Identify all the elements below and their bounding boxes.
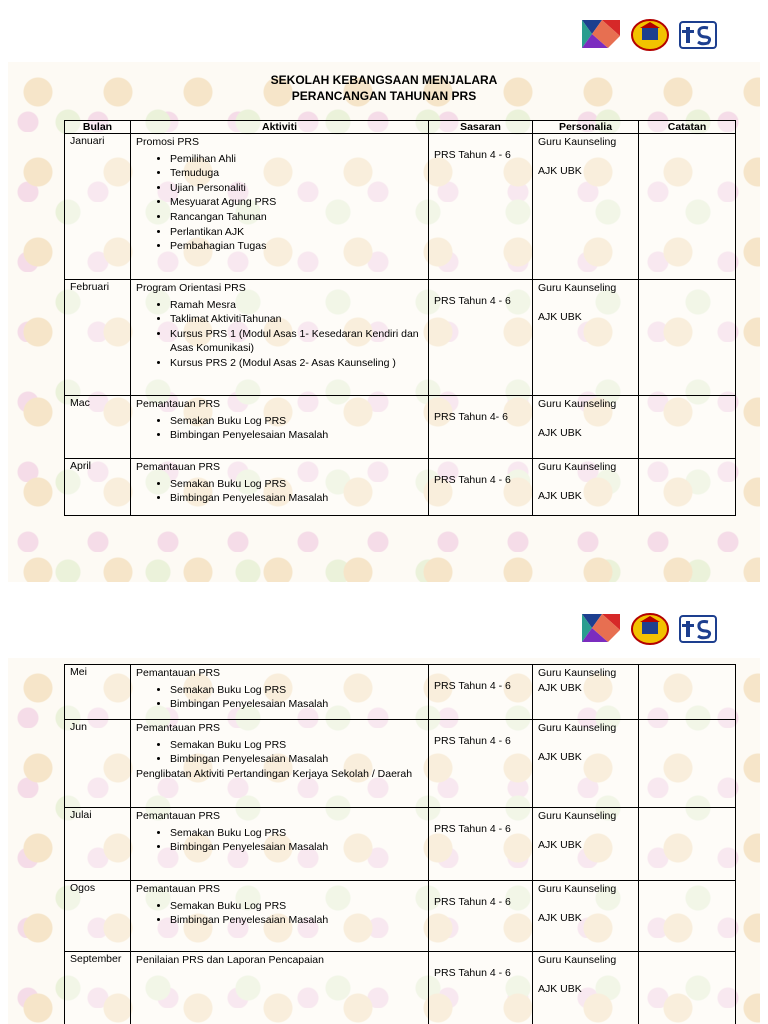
personalia-ajk: AJK UBK [538,681,582,694]
cell-bulan: Jun [65,720,131,808]
activity-title: Pemantauan PRS [136,398,221,410]
list-item: • Kursus PRS 1 (Modul Asas 1- Kesedaran Kendiri dan Asas Komunikasi) [170,327,423,356]
header-aktiviti: Aktiviti [131,121,429,134]
personalia-guru: Guru Kaunseling [538,883,617,895]
cell-personalia [533,665,639,720]
list-item: • Taklimat AktivitiTahunan [170,312,423,327]
activity-extra-note: Penglibatan Aktiviti Pertandingan Kerjaya Sekolah / Daerah [136,767,413,780]
activity-title: Program Orientasi PRS [136,282,246,294]
personalia-ajk: AJK UBK [538,750,582,763]
personalia-guru: Guru Kaunseling [538,282,617,294]
list-item: • Ramah Mesra [170,298,423,313]
activity-list [136,477,423,506]
table-row [65,280,736,396]
cell-personalia [533,396,639,459]
list-item: • Rancangan Tahunan [170,210,423,225]
cell-sasaran: PRS Tahun 4 - 6 [429,952,533,1024]
activity-title: Pemantauan PRS [136,722,221,734]
table-row [65,396,736,459]
activity-list [136,683,423,712]
list-item: • Pemilihan Ahli [170,152,423,167]
list-item: • Semakan Buku Log PRS [170,477,423,492]
cell-catatan [639,808,736,881]
school-crest-icon [630,612,670,646]
document-page-2 [0,600,768,1024]
cell-catatan [639,396,736,459]
list-item: • Semakan Buku Log PRS [170,414,423,429]
list-item: • Semakan Buku Log PRS [170,826,423,841]
cell-personalia [533,720,639,808]
cell-sasaran: PRS Tahun 4 - 6 [429,720,533,808]
cell-aktiviti [131,134,429,280]
ts-logo-icon [678,18,718,52]
activity-title: Pemantauan PRS [136,810,221,822]
cell-catatan [639,134,736,280]
cell-sasaran: PRS Tahun 4 - 6 [429,881,533,952]
activity-title: Promosi PRS [136,136,200,148]
activity-list [136,899,423,928]
list-item: • Perlantikan AJK [170,225,423,240]
activity-list [136,298,423,371]
personalia-guru: Guru Kaunseling [538,722,617,734]
list-item: • Bimbingan Penyelesaian Masalah [170,428,423,443]
cell-catatan [639,881,736,952]
list-item: • Pembahagian Tugas [170,239,423,254]
personalia-ajk: AJK UBK [538,489,582,502]
list-item: • Semakan Buku Log PRS [170,738,423,753]
cell-catatan [639,280,736,396]
table-row [65,665,736,720]
list-item: • Semakan Buku Log PRS [170,683,423,698]
cell-personalia [533,952,639,1024]
header-bulan: Bulan [65,121,131,134]
table-row [65,808,736,881]
activity-title: Pemantauan PRS [136,883,221,895]
cell-sasaran: PRS Tahun 4 - 6 [429,808,533,881]
cell-personalia [533,280,639,396]
cell-sasaran: PRS Tahun 4 - 6 [429,134,533,280]
personalia-ajk: AJK UBK [538,310,582,323]
tangram-logo-icon [582,18,622,52]
cell-aktiviti [131,396,429,459]
annual-plan-table-continued [64,664,736,1024]
list-item: • Bimbingan Penyelesaian Masalah [170,840,423,855]
cell-aktiviti [131,808,429,881]
cell-bulan: Januari [65,134,131,280]
activity-list [136,738,423,767]
personalia-guru: Guru Kaunseling [538,954,617,966]
tangram-logo-icon [582,612,622,646]
table-header-row [65,121,736,134]
cell-bulan: September [65,952,131,1024]
personalia-ajk: AJK UBK [538,982,582,995]
list-item: • Temuduga [170,166,423,181]
table-row [65,134,736,280]
cell-catatan [639,665,736,720]
cell-catatan [639,720,736,808]
list-item: • Bimbingan Penyelesaian Masalah [170,491,423,506]
table-row [65,459,736,516]
table-row [65,881,736,952]
personalia-guru: Guru Kaunseling [538,810,617,822]
activity-list [136,414,423,443]
cell-personalia [533,881,639,952]
cell-personalia [533,134,639,280]
ts-logo-icon [678,612,718,646]
header-catatan: Catatan [639,121,736,134]
list-item: • Bimbingan Penyelesaian Masalah [170,913,423,928]
cell-aktiviti [131,881,429,952]
cell-sasaran: PRS Tahun 4 - 6 [429,665,533,720]
list-item: • Ujian Personaliti [170,181,423,196]
activity-title: Pemantauan PRS [136,461,221,473]
activity-title: Pemantauan PRS [136,667,221,679]
cell-aktiviti [131,280,429,396]
table-row [65,720,736,808]
cell-bulan: Mei [65,665,131,720]
cell-catatan [639,459,736,516]
cell-aktiviti [131,459,429,516]
personalia-guru: Guru Kaunseling [538,667,617,679]
annual-plan-table [64,120,736,516]
cell-sasaran: PRS Tahun 4 - 6 [429,280,533,396]
header-sasaran: Sasaran [429,121,533,134]
personalia-ajk: AJK UBK [538,838,582,851]
cell-aktiviti [131,952,429,1024]
list-item: • Bimbingan Penyelesaian Masalah [170,697,423,712]
cell-aktiviti [131,720,429,808]
plan-title: PERANCANGAN TAHUNAN PRS [291,89,477,103]
document-title [0,72,768,104]
personalia-ajk: AJK UBK [538,164,582,177]
list-item: • Bimbingan Penyelesaian Masalah [170,752,423,767]
cell-bulan: Februari [65,280,131,396]
school-crest-icon [630,18,670,52]
cell-personalia [533,808,639,881]
table-row [65,952,736,1024]
logo-group [582,18,718,52]
cell-aktiviti [131,665,429,720]
list-item: • Semakan Buku Log PRS [170,899,423,914]
cell-bulan: Ogos [65,881,131,952]
list-item: • Kursus PRS 2 (Modul Asas 2- Asas Kaunseling ) [170,356,423,371]
cell-sasaran: PRS Tahun 4 - 6 [429,459,533,516]
header-personalia: Personalia [533,121,639,134]
activity-list [136,826,423,855]
personalia-guru: Guru Kaunseling [538,398,617,410]
logo-group [582,612,718,646]
personalia-guru: Guru Kaunseling [538,461,617,473]
school-name: SEKOLAH KEBANGSAAN MENJALARA [270,73,498,87]
personalia-ajk: AJK UBK [538,426,582,439]
cell-bulan: April [65,459,131,516]
list-item: • Mesyuarat Agung PRS [170,195,423,210]
cell-bulan: Julai [65,808,131,881]
cell-sasaran: PRS Tahun 4- 6 [429,396,533,459]
activity-list [136,152,423,254]
cell-personalia [533,459,639,516]
cell-catatan [639,952,736,1024]
personalia-ajk: AJK UBK [538,911,582,924]
personalia-guru: Guru Kaunseling [538,136,617,148]
activity-title: Penilaian PRS dan Laporan Pencapaian [136,954,324,966]
cell-bulan: Mac [65,396,131,459]
